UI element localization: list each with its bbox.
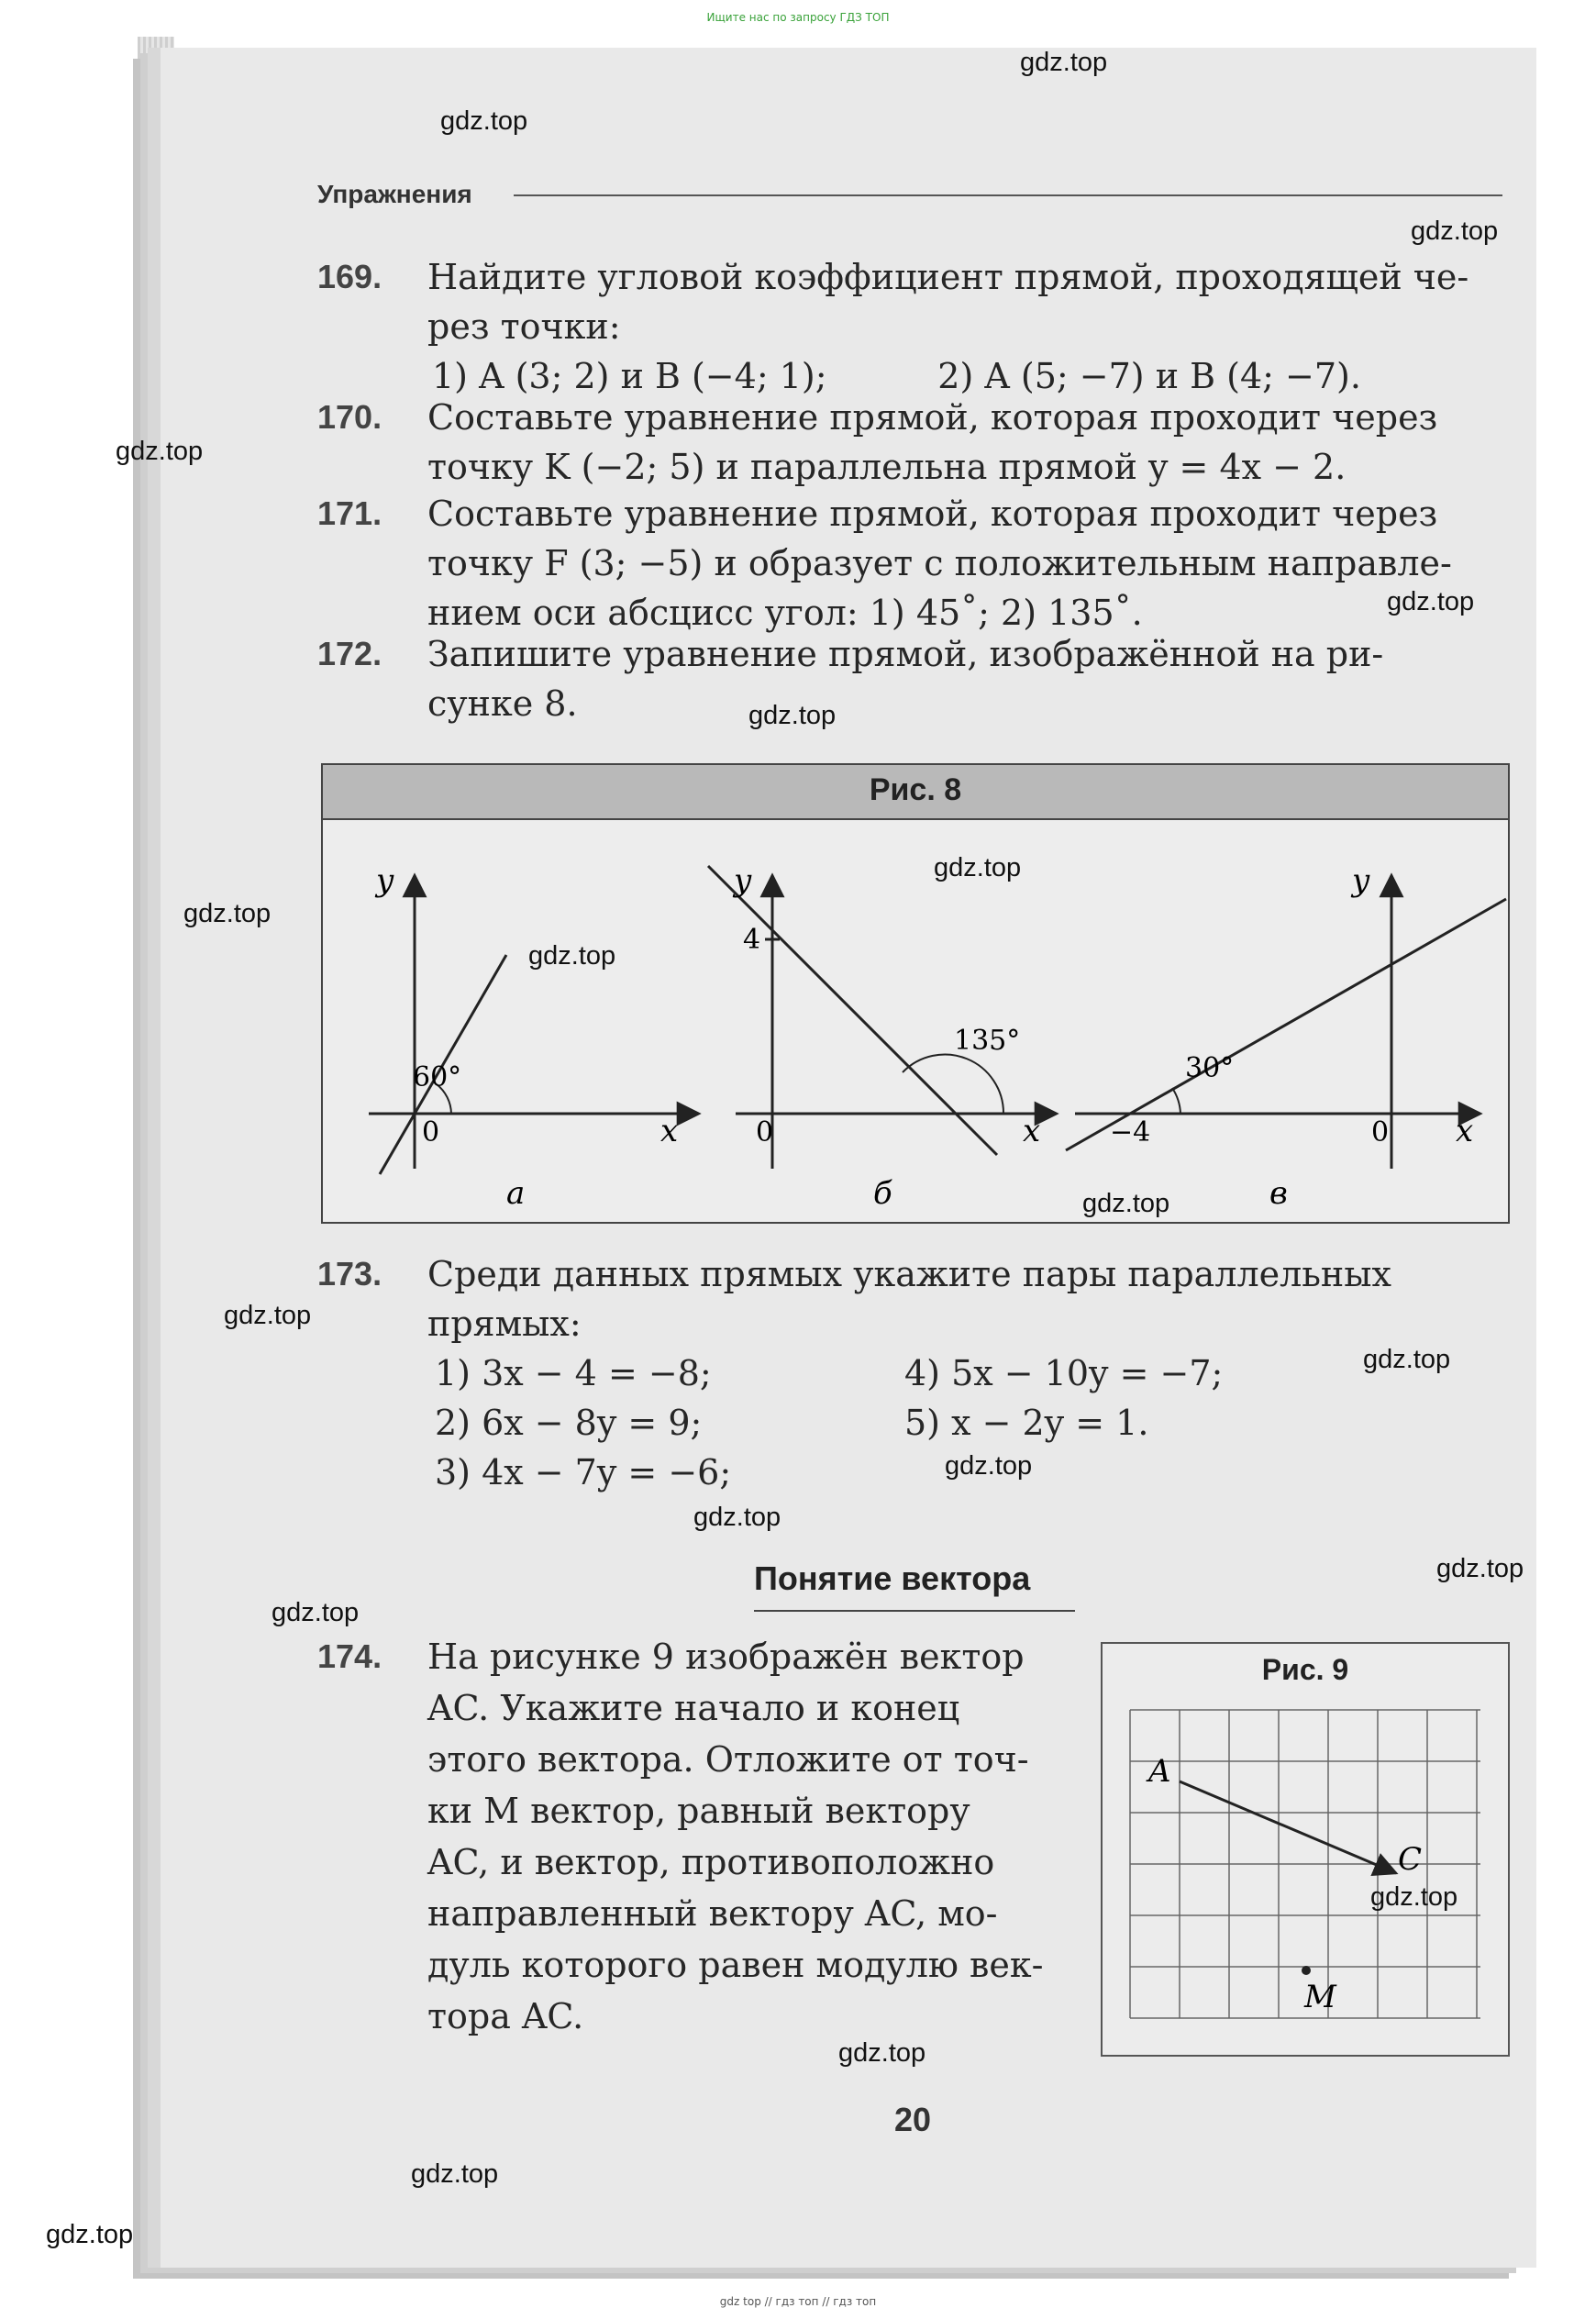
y-axis-label: y [1352, 862, 1370, 899]
section-rule [754, 1610, 1075, 1612]
x-axis-label: x [1456, 1113, 1474, 1149]
exercise-line: Запишите уравнение прямой, изображённой на ри- [427, 634, 1384, 674]
vector-ac [1180, 1781, 1396, 1873]
exercise-line: На рисунке 9 изображён вектор [427, 1637, 1025, 1677]
page-number: 20 [894, 2101, 932, 2138]
y-axis-label: y [734, 862, 752, 899]
figure-caption: Рис. 9 [1261, 1653, 1349, 1686]
watermark: gdz.top [838, 2038, 926, 2068]
watermark: gdz.top [1370, 1882, 1458, 1912]
exercise-number: 174. [317, 1637, 382, 1675]
watermark: gdz.top [748, 701, 837, 730]
exercise-line: AC, и вектор, противоположно [427, 1842, 995, 1882]
exercise-173 [317, 1249, 1510, 1497]
exercise-line: ки M вектор, равный вектору [427, 1791, 970, 1831]
exercise-line: нием оси абсцисс угол: 1) 45˚; 2) 135˚. [427, 593, 1143, 633]
watermark: gdz.top [1363, 1345, 1451, 1374]
angle-label: 135° [954, 1025, 1021, 1057]
watermark: gdz.top [440, 106, 528, 136]
origin-label: 0 [756, 1116, 774, 1148]
section-heading-vector: Понятие вектора [754, 1559, 1031, 1597]
exercise-172 [317, 629, 1510, 728]
exercise-line: направленный вектору AC, мо- [427, 1893, 998, 1934]
x-axis-label: x [1023, 1113, 1041, 1149]
origin-label: 0 [1371, 1116, 1390, 1148]
watermark: gdz.top [945, 1451, 1033, 1481]
watermark: gdz.top [224, 1301, 312, 1330]
x-axis-label: x [660, 1113, 679, 1149]
exercise-line: Составьте уравнение прямой, которая проходит через [427, 397, 1438, 438]
point-m-label: M [1304, 1979, 1336, 2015]
exercise-174 [317, 1631, 1088, 2042]
watermark: gdz.top [116, 437, 204, 466]
exercise-number: 169. [317, 258, 382, 295]
point-m [1302, 1966, 1311, 1975]
watermark: gdz.top [934, 853, 1022, 882]
exercise-line: Найдите угловой коэффициент прямой, проходящей че- [427, 257, 1469, 297]
option: 5) x − 2y = 1. [904, 1403, 1149, 1443]
option: 2) 6x − 8y = 9; [435, 1403, 703, 1443]
watermark: gdz.top [183, 899, 272, 928]
exercise-number: 172. [317, 635, 382, 672]
panel-label: б [873, 1175, 892, 1212]
section-heading: Упражнения [317, 180, 472, 208]
exercise-number: 173. [317, 1255, 382, 1293]
figure-9-grid [1103, 1644, 1508, 2055]
origin-label: 0 [422, 1116, 440, 1148]
y-axis-label: y [376, 862, 394, 899]
point-a-label: A [1148, 1753, 1171, 1790]
header-note: Ищите нас по запросу ГДЗ ТОП [706, 11, 890, 24]
angle-arc [1172, 1088, 1180, 1114]
tick-y-label: 4 [743, 924, 761, 956]
option-row [427, 1398, 1510, 1448]
tick-x-label: −4 [1110, 1116, 1151, 1148]
option: 3) 4x − 7y = −6; [435, 1452, 732, 1492]
watermark: gdz.top [272, 1598, 360, 1627]
figure-9 [1101, 1642, 1510, 2057]
watermark: gdz.top [1411, 216, 1499, 246]
exercise-line: рез точки: [427, 306, 621, 347]
footer-note: gdz top // гдз топ // гдз топ [719, 2295, 877, 2308]
exercise-line: 1) A (3; 2) и B (−4; 1); 2) A (5; −7) и B (4; −7). [432, 356, 1361, 396]
watermark: gdz.top [693, 1503, 781, 1532]
watermark: gdz.top [1436, 1554, 1524, 1583]
exercise-line: точку K (−2; 5) и параллельна прямой y = 4x − 2. [427, 447, 1347, 487]
watermark: gdz.top [1020, 48, 1108, 77]
exercise-number: 171. [317, 494, 382, 532]
exercise-171 [317, 489, 1510, 638]
angle-label: 30° [1185, 1052, 1235, 1084]
watermark: gdz.top [1082, 1189, 1170, 1218]
angle-label: 60° [413, 1061, 462, 1093]
exercise-line: сунке 8. [427, 683, 578, 724]
panel-label: а [506, 1175, 526, 1212]
figure-8-graphs [323, 765, 1508, 1222]
exercise-line: прямых: [427, 1304, 582, 1344]
line [708, 866, 997, 1155]
watermark: gdz.top [46, 2220, 134, 2249]
exercise-number: 170. [317, 398, 382, 436]
exercise-170 [317, 393, 1510, 492]
section-rule [514, 194, 1502, 196]
exercise-169 [317, 252, 1510, 401]
angle-arc [903, 1054, 1003, 1114]
exercise-line: Среди данных прямых укажите пары параллельных [427, 1254, 1391, 1294]
point-c-label: C [1398, 1841, 1423, 1878]
watermark: gdz.top [411, 2159, 499, 2189]
exercise-line: тора AC. [427, 1996, 584, 2036]
exercise-line: Составьте уравнение прямой, которая проходит через [427, 494, 1438, 534]
exercise-line: точку F (3; −5) и образует с положительным направле- [427, 543, 1452, 583]
exercise-line: AC. Укажите начало и конец [427, 1688, 960, 1728]
watermark: gdz.top [1387, 587, 1475, 616]
figure-8 [321, 763, 1510, 1224]
exercise-line: этого вектора. Отложите от точ- [427, 1739, 1029, 1780]
option: 4) 5x − 10y = −7; [904, 1353, 1224, 1393]
figure-caption: Рис. 8 [869, 772, 962, 807]
option-row [427, 1348, 1510, 1398]
watermark: gdz.top [528, 941, 616, 971]
exercise-line: дуль которого равен модулю век- [427, 1945, 1044, 1985]
option: 1) 3x − 4 = −8; [435, 1353, 712, 1393]
panel-label: в [1269, 1175, 1288, 1212]
